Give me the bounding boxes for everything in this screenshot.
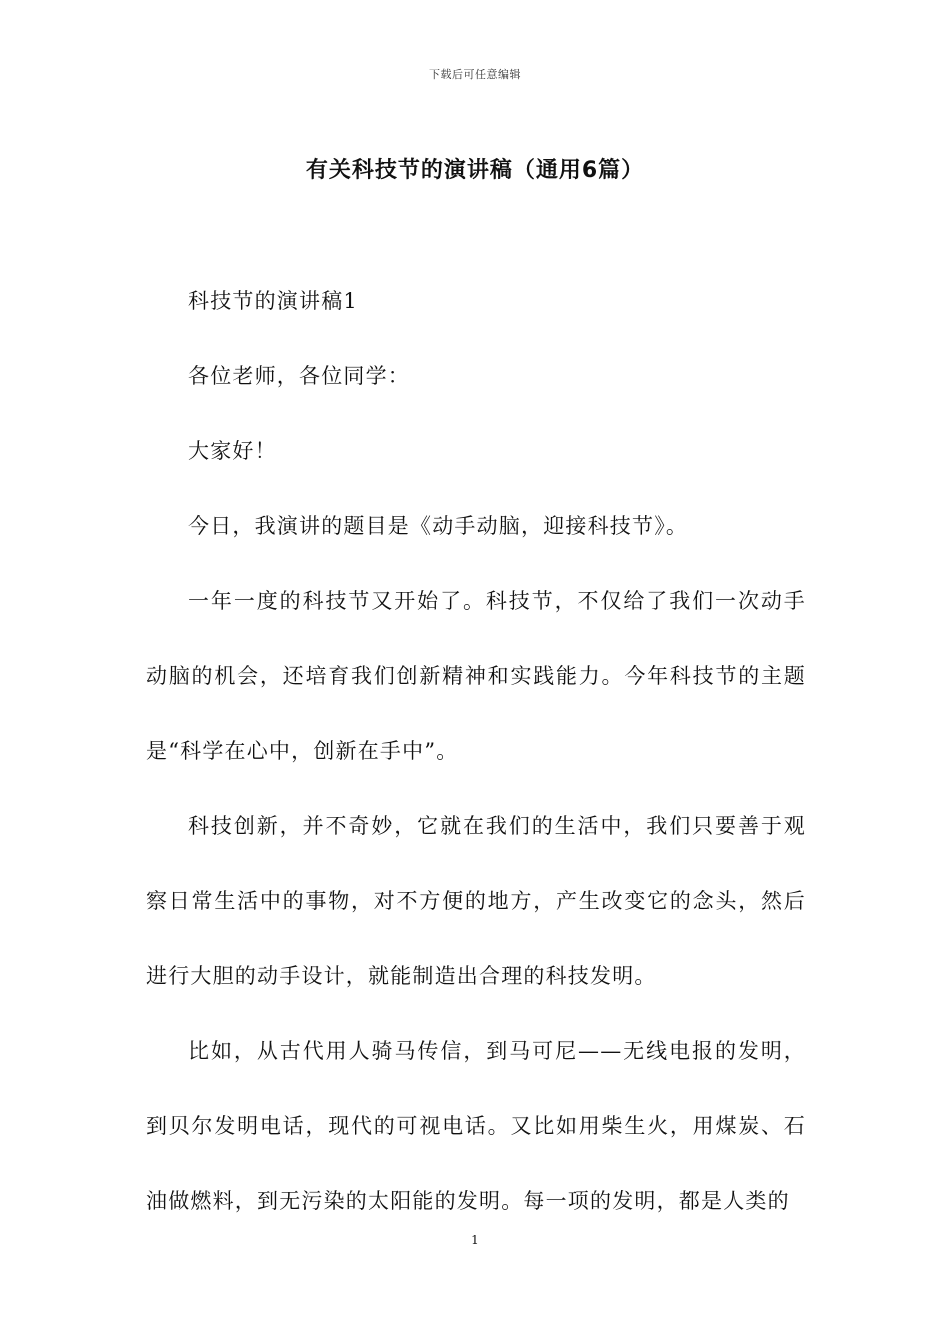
salutation: 各位老师，各位同学： — [188, 364, 410, 388]
document-title: 有关科技节的演讲稿（通用6篇） — [305, 158, 645, 183]
body-paragraph: 一年一度的科技节又开始了。科技节，不仅给了我们一次动手动脑的机会，还培育我们创新精神和实践能力。今年科技节的主题是“科学在心中，创新在手中”。 — [146, 589, 806, 763]
body-paragraph: 科技创新，并不奇妙，它就在我们的生活中，我们只要善于观察日常生活中的事物，对不方便的地方，产生改变它的念头，然后进行大胆的动手设计，就能制造出合理的科技发明。 — [146, 814, 806, 988]
document-body — [146, 264, 806, 1239]
body-paragraph: 今日，我演讲的题目是《动手动脑，迎接科技节》。 — [188, 514, 689, 538]
section-heading: 科技节的演讲稿1 — [188, 289, 358, 313]
page-number: 1 — [471, 1233, 479, 1247]
body-paragraph: 比如，从古代用人骑马传信，到马可尼——无线电报的发明，到贝尔发明电话，现代的可视电话。又比如用柴生火，用煤炭、石油做燃料，到无污染的太阳能的发明。每一项的发明，都是人类的 — [146, 1039, 806, 1213]
greeting: 大家好！ — [188, 439, 277, 463]
header-note: 下载后可任意编辑 — [429, 68, 521, 81]
